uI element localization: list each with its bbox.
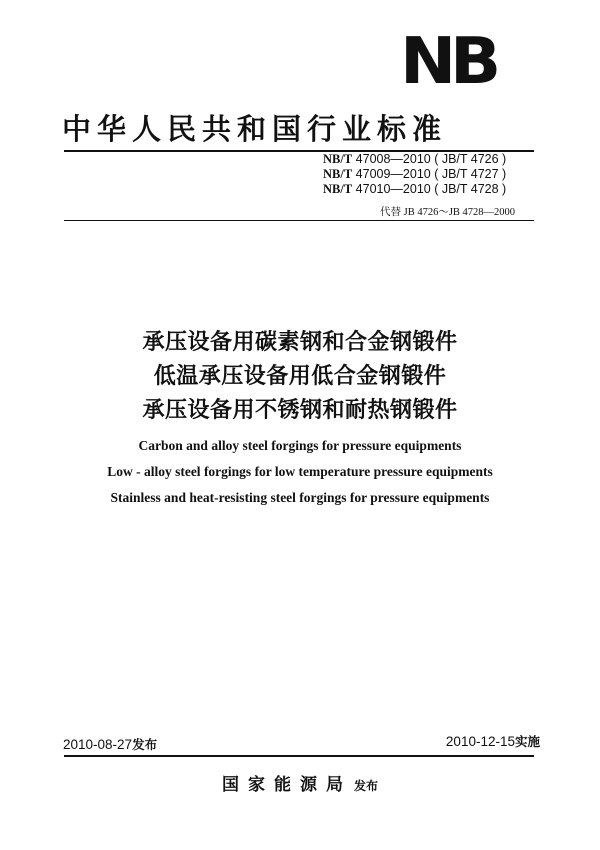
- english-title-3: Stainless and heat-resisting steel forgings for pressure equipments: [110, 490, 490, 505]
- standard-type-title: 中华人民共和国行业标准: [62, 112, 448, 146]
- issuer-action: 发布: [353, 779, 378, 793]
- english-title-2: Low - alloy steel forgings for low temperature pressure equipments: [107, 464, 493, 479]
- chinese-titles: [0, 326, 600, 428]
- middle-divider: [64, 220, 534, 221]
- standard-code-2: NB/T 47009—2010 ( JB/T 4727 ): [323, 167, 507, 181]
- bottom-divider: [64, 755, 534, 757]
- effective-date: [446, 732, 540, 750]
- chinese-title-1: 承压设备用碳素钢和合金钢锻件: [142, 330, 458, 355]
- issuer-name: 国家能源局: [221, 775, 352, 795]
- issue-date: [63, 735, 157, 753]
- standard-code-1: NB/T 47008—2010 ( JB/T 4726 ): [323, 152, 507, 166]
- issue-date-value: 2010-08-27: [63, 737, 133, 752]
- standard-codes: [323, 152, 533, 197]
- chinese-title-2: 低温承压设备用低合金钢锻件: [153, 364, 447, 389]
- issue-label: 发布: [132, 737, 158, 752]
- effective-label: 实施: [514, 734, 540, 749]
- english-titles: [0, 433, 600, 511]
- effective-date-value: 2010-12-15: [445, 734, 515, 749]
- issuer-line: [0, 770, 600, 795]
- nb-logo: NB: [400, 25, 495, 99]
- replaces-note: 代替 JB 4726～JB 4728—2000: [380, 207, 516, 218]
- chinese-title-3: 承压设备用不锈钢和耐热钢锻件: [142, 398, 458, 423]
- standard-code-3: NB/T 47010—2010 ( JB/T 4728 ): [323, 182, 507, 196]
- english-title-1: Carbon and alloy steel forgings for pressure equipments: [138, 438, 462, 453]
